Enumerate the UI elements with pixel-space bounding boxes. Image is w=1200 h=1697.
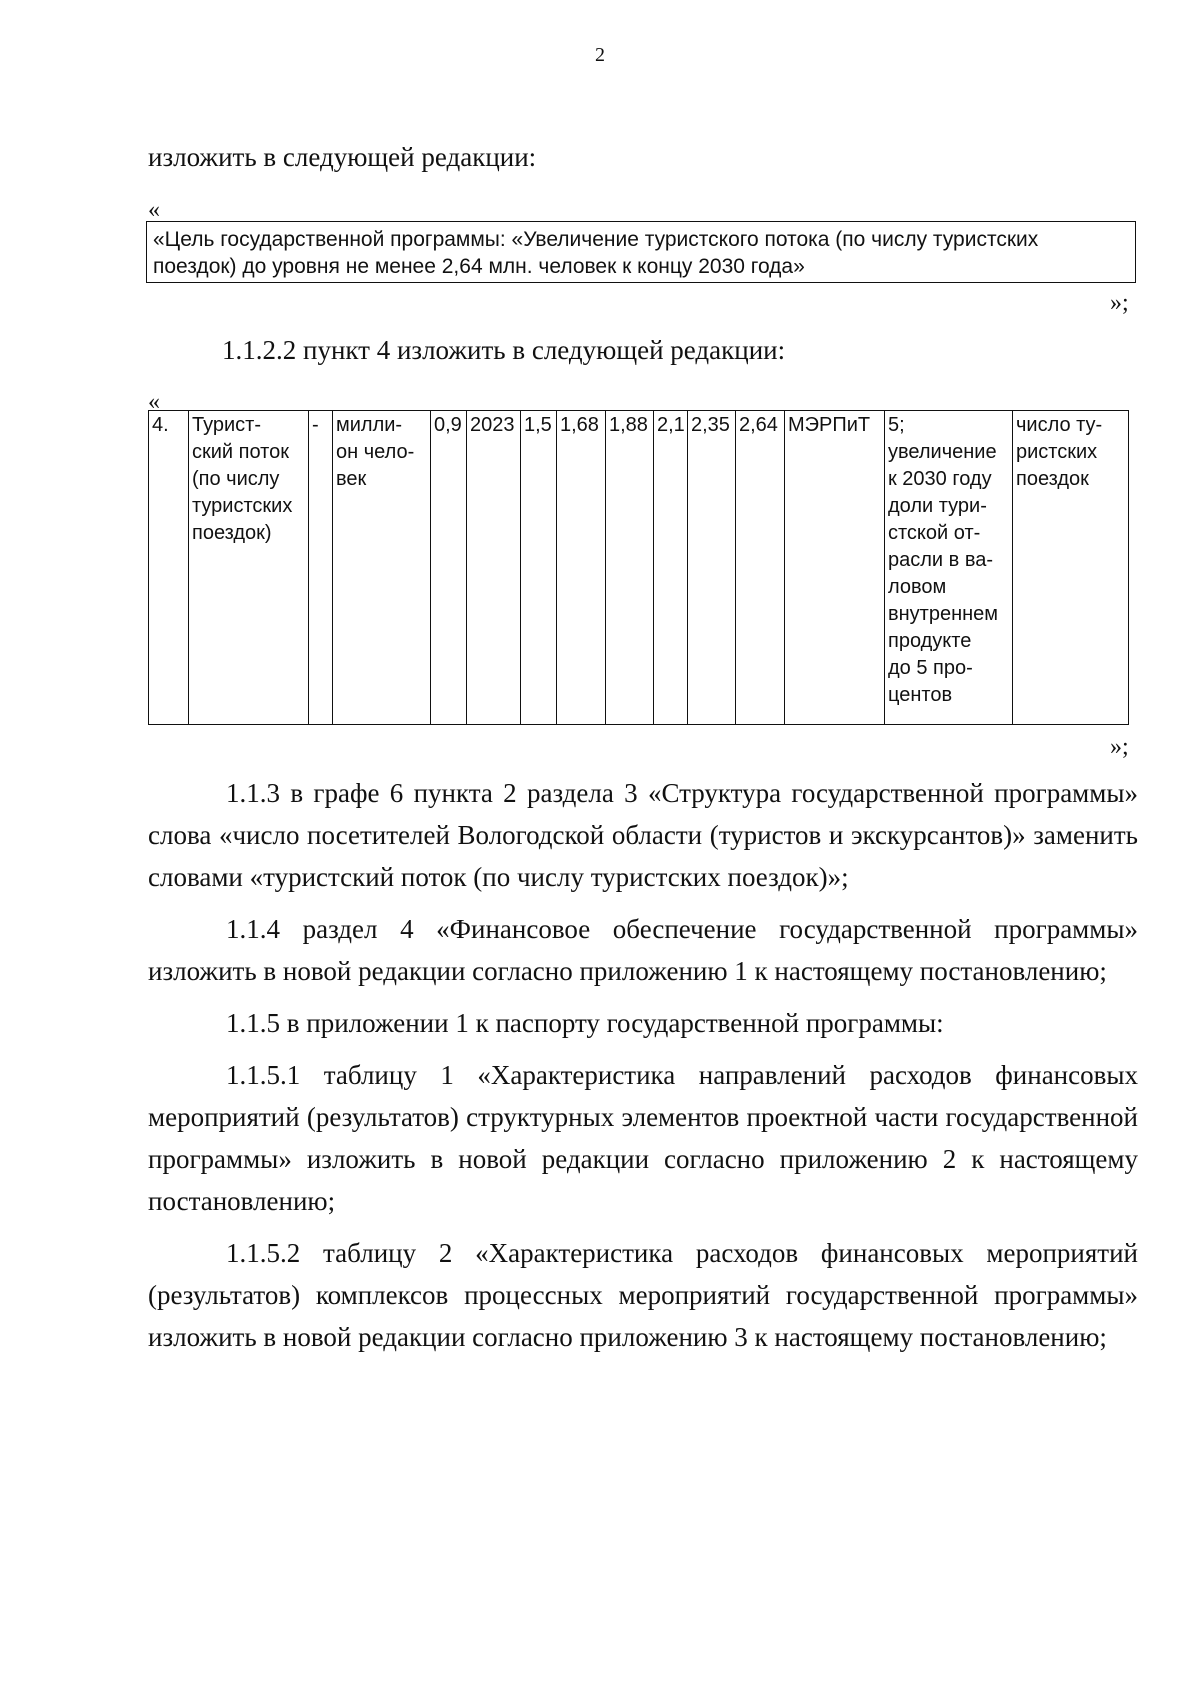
cell-number: 4. bbox=[149, 411, 189, 725]
cell-national-goal: 5; увеличение к 2030 году доли тури- стской от- расли в ва- ловом внутреннем продукте до 5 про- центов bbox=[885, 411, 1013, 725]
cell-info-system: число ту- ристских поездок bbox=[1013, 411, 1129, 725]
close-quote: »; bbox=[1110, 734, 1129, 760]
goal-line: поездок) до уровня не менее 2,64 млн. человек к концу 2030 года» bbox=[153, 255, 805, 278]
cell-value: 2,1 bbox=[654, 411, 688, 725]
item-heading: 1.1.2.2 пункт 4 изложить в следующей редакции: bbox=[222, 335, 786, 365]
cell-value: 1,88 bbox=[606, 411, 654, 725]
close-quote: »; bbox=[1110, 290, 1129, 316]
goal-block bbox=[146, 221, 1136, 283]
cell-responsible: МЭРПиТ bbox=[785, 411, 885, 725]
paragraph: 1.1.4 раздел 4 «Финансовое обеспечение государственной программы» изложить в новой редакции согласно приложению 1 к настоящему постановлению; bbox=[148, 914, 1138, 986]
cell-value: 1,5 bbox=[521, 411, 557, 725]
cell-dash: - bbox=[309, 411, 333, 725]
cell-indicator-name: Турист- ский поток (по числу туристских поездок) bbox=[189, 411, 309, 725]
cell-unit: милли- он чело- век bbox=[333, 411, 431, 725]
open-quote: « bbox=[148, 389, 160, 415]
cell-base-year: 2023 bbox=[467, 411, 521, 725]
cell-value: 2,64 bbox=[736, 411, 785, 725]
paragraph: 1.1.3 в графе 6 пункта 2 раздела 3 «Структура государственной программы» слова «число посетителей Вологодской области (туристов и экскурсантов)» заменить словами «туристский поток (по числу туристских поездок)»; bbox=[148, 778, 1138, 892]
paragraph: 1.1.5.2 таблицу 2 «Характеристика расходов финансовых мероприятий (результатов) комплексов процессных мероприятий государственной программы» изложить в новой редакции согласно приложению 3 к настоящему постановлению; bbox=[148, 1238, 1138, 1352]
indicator-table bbox=[148, 410, 1129, 725]
paragraph: 1.1.5 в приложении 1 к паспорту государственной программы: bbox=[226, 1008, 944, 1038]
intro-line: изложить в следующей редакции: bbox=[148, 142, 537, 172]
goal-line: «Цель государственной программы: «Увеличение туристского потока (по числу туристских bbox=[153, 228, 1039, 251]
page-number: 2 bbox=[595, 44, 605, 66]
cell-value: 1,68 bbox=[557, 411, 606, 725]
table-row bbox=[149, 411, 1129, 725]
cell-base-value: 0,9 bbox=[431, 411, 467, 725]
cell-value: 2,35 bbox=[688, 411, 736, 725]
paragraph: 1.1.5.1 таблицу 1 «Характеристика направлений расходов финансовых мероприятий (результатов) структурных элементов проектной части государственной программы» изложить в новой редакции согласно приложению 2 к настоящему постановлению; bbox=[148, 1060, 1138, 1216]
body-text bbox=[148, 772, 1138, 1368]
open-quote: « bbox=[148, 197, 160, 223]
